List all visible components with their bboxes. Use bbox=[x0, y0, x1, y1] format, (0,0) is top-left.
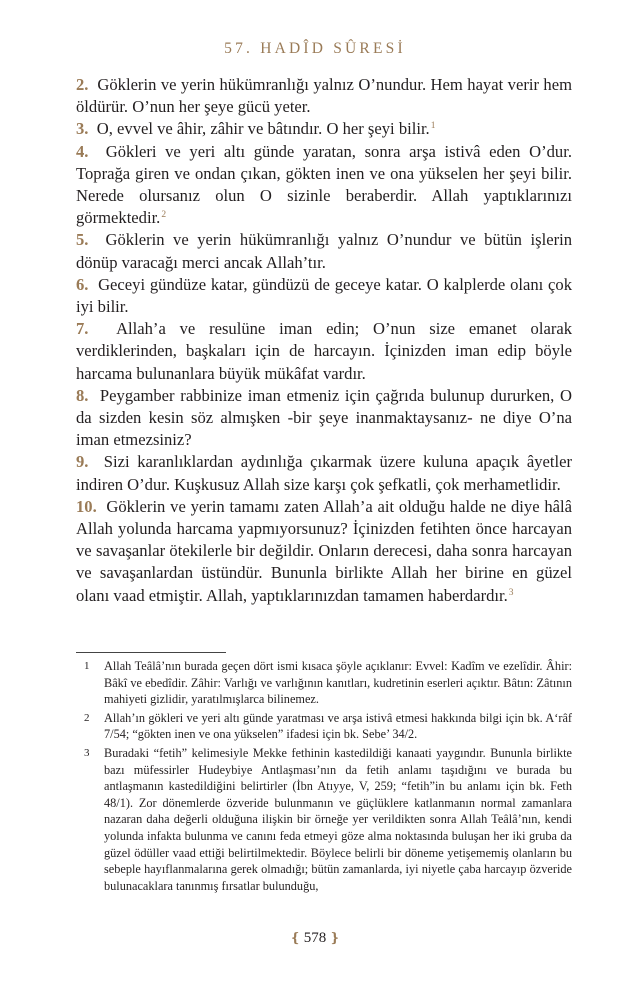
verse-text: Allah’a ve resulüne iman edin; O’nun size emanet olarak verdiklerinden, başkaları için de harcayın. İçinizden iman edip böyle harcama bulunanlara büyük mükâfat vardır. bbox=[76, 319, 573, 383]
page-folio bbox=[0, 930, 630, 947]
footnote-number: 3 bbox=[84, 746, 90, 759]
verse-number: 2. bbox=[76, 75, 89, 94]
verse-10 bbox=[76, 496, 572, 607]
footnote-ref-1[interactable]: 1 bbox=[430, 121, 436, 132]
verse-text: Peygamber rabbinize iman etmeniz için çağrıda bulunup dururken, O da sizden kesin söz almışken -bir şeye inanmaktaysanız- ne diye O’na iman etmezsiniz? bbox=[76, 385, 572, 450]
verse-6 bbox=[76, 274, 572, 318]
verse-7 bbox=[76, 318, 572, 385]
footnote-1 bbox=[80, 658, 572, 708]
footnote-number: 2 bbox=[84, 711, 90, 724]
verse-text: Geceyi gündüze katar, gündüzü de geceye katar. O kalplerde olanı çok iyi bilir. bbox=[76, 274, 573, 317]
verse-number: 9. bbox=[76, 452, 89, 472]
footnote-text: Allah’ın gökleri ve yeri altı günde yaratması ve arşa istivâ etmesi hakkında bilgi için bk. A‘râf 7/54; “gökten inen ve ona yükselen” ifadesi için bk. Sebe’ 34/2. bbox=[104, 710, 572, 742]
verse-number: 6. bbox=[76, 274, 89, 294]
verse-number: 7. bbox=[76, 319, 89, 339]
footnote-3 bbox=[80, 745, 572, 894]
verse-8 bbox=[76, 385, 572, 452]
verse-number: 5. bbox=[76, 230, 89, 250]
footnote-divider bbox=[76, 652, 226, 653]
verse-number: 4. bbox=[76, 141, 89, 161]
ornament-right-icon: ❵ bbox=[329, 930, 341, 945]
verse-4 bbox=[76, 141, 572, 230]
running-header: 57. HADÎD SÛRESİ bbox=[224, 40, 406, 57]
footnote-2 bbox=[80, 710, 572, 743]
footnote-text: Allah Teâlâ’nın burada geçen dört ismi kısaca şöyle açıklanır: Evvel: Kadîm ve ezelîdir. Âhir: Bâkî ve ebedîdir. Zâhir: Varlığı ve varlığının kanıtları, kudretinin eserleri açıktır. Bâtın: Zâtının mahiyeti gizlidir, yaratılmışlarca bilinemez. bbox=[104, 659, 572, 707]
verse-9 bbox=[76, 451, 572, 495]
verse-number: 8. bbox=[76, 385, 89, 405]
footnote-list bbox=[80, 658, 572, 896]
footnote-ref-3[interactable]: 3 bbox=[508, 587, 514, 598]
verse-list bbox=[76, 74, 572, 607]
footnote-number: 1 bbox=[84, 660, 90, 672]
verse-number: 3. bbox=[76, 119, 89, 139]
footnote-ref-2[interactable]: 2 bbox=[161, 210, 167, 221]
verse-text: Göklerin ve yerin hükümranlığı yalnız O’nundur. Hem hayat verir hem öldürür. O’nun her şeye gücü yeter. bbox=[76, 75, 573, 117]
verse-text: O, evvel ve âhir, zâhir ve bâtındır. O her şeyi bilir. bbox=[96, 119, 430, 139]
page-number: 578 bbox=[303, 930, 327, 946]
verse-text: Gökleri ve yeri altı günde yaratan, sonra arşa istivâ eden O’dur. Toprağa giren ve ondan çıkan, gökten inen ve ona yükselen her şeyi bilir. Nerede olursanız olun O sizinle beraberdir. Allah yaptıklarınızı görmektedir. bbox=[76, 141, 572, 228]
verse-2 bbox=[76, 74, 572, 118]
verse-text: Göklerin ve yerin tamamı zaten Allah’a ait olduğu halde ne diye hâlâ Allah yolunda harcama yapmıyorsunuz? İçinizden fetihten önce harcayan ve savaşanlar ötekilerle bir değildir. Onların derecesi, daha sonra harcayan ve savaşanlardan üstündür. Bununla birlikte Allah her birine en güzel olanı vaad etmiştir. Allah, yaptıklarınızdan tamamen haberdardır. bbox=[76, 496, 573, 605]
verse-3 bbox=[76, 118, 572, 140]
verse-text: Sizi karanlıklardan aydınlığa çıkarmak üzere kuluna apaçık âyetler indiren O’dur. Kuşkusuz Allah size karşı çok şefkatli, çok merhametlidir. bbox=[76, 452, 572, 494]
verse-text: Göklerin ve yerin hükümranlığı yalnız O’nundur ve bütün işlerin dönüp varacağı merci ancak Allah’tır. bbox=[76, 230, 572, 272]
verse-number: 10. bbox=[76, 496, 97, 516]
ornament-left-icon: ❴ bbox=[289, 930, 301, 945]
footnote-text: Buradaki “fetih” kelimesiyle Mekke fethinin kastedildiği kanaati yaygındır. Bununla birlikte bazı müfessirler Hudeybiye Antlaşması’nın da fetih anlamı taşıdığını ve burada bu antlaşmanın kastedildiğini belirtirler (İbn Atıyye, V, 259; “fetih”in bu anlamı için bk. Feth 48/1). Zor dönemlerde özveride bulunmanın ve güçlüklere katlanmanın normal zamanlara nazaran daha değerli olduğuna ilişkin bir örneğe yer verildikten sonra Allah Teâlâ’nın, kendi yolunda infakta bulunma ve canını feda etmeyi göze alma noktasında buluşan her iki gruba da güzel ödüller vaad ettiği belirtilmektedir. Böylece belirli bir döneme yetişememiş olanların bu sebeple hayıflanmalarına gerek olmadığı; bütün zamanlarda, iyi niyetle çaba harcayıp özveride bulunacaklara tanınmış fırsatlar bulunduğu, bbox=[104, 745, 572, 893]
verse-5 bbox=[76, 229, 572, 273]
